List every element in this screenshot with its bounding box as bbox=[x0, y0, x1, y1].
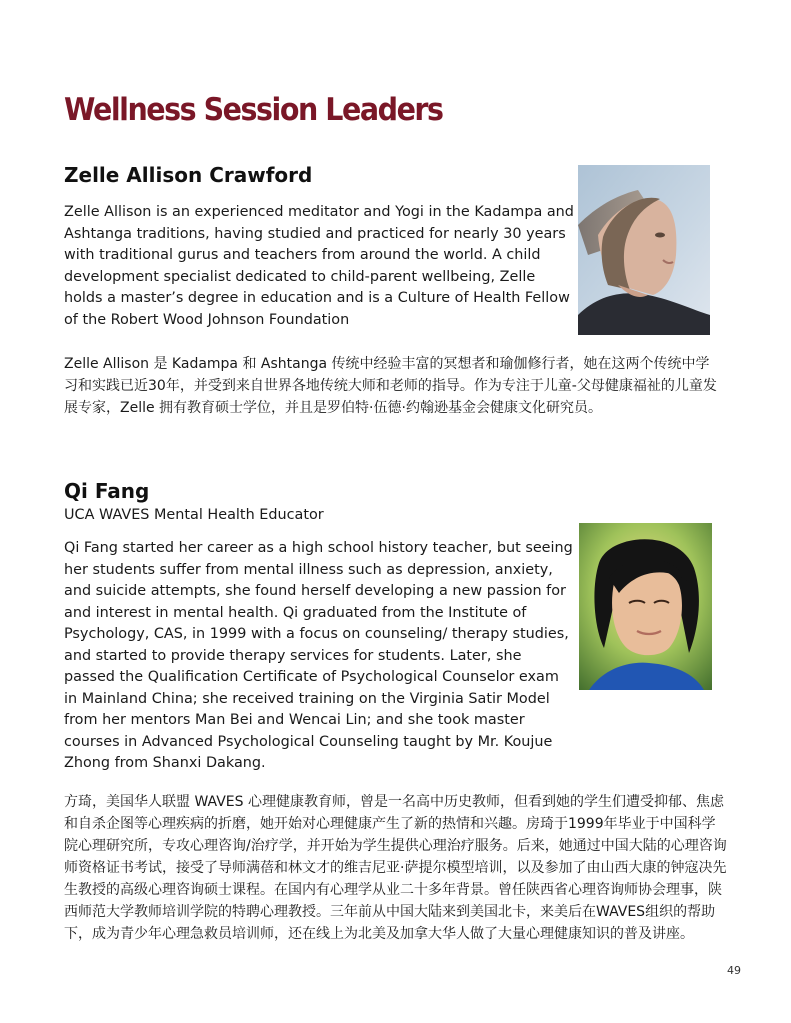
leader-name: Zelle Allison Crawford bbox=[64, 163, 313, 187]
leader-bio-english: Zelle Allison is an experienced meditator and Yogi in the Kadampa and Ashtanga traditions, having studied and practiced for nearly 30 years with traditional gurus and teachers from around the world. A child development specialist dedicated to child-parent wellbeing, Zelle holds a master’s degree in education and is a Culture of Health Fellow of the Robert Wood Johnson Foundation bbox=[64, 204, 574, 328]
page-title: Wellness Session Leaders bbox=[64, 92, 443, 128]
leader-bio-english: Qi Fang started her career as a high school history teacher, but seeing her students suffer from mental illness such as depression, anxiety, and suicide attempts, she found herself developing a new passion for and interest in mental health. Qi graduated from the Institute of Psychology, CAS, in 1999 with a focus on counseling/ therapy studies, and started to provide therapy services for students. Later, she passed the Qualification Certificate of Psychological Counselor exam in Mainland China; she received training on the Virginia Satir Model from her mentors Man Bei and Wencai Lin; and she took master courses in Advanced Psychological Counseling taught by Mr. Koujue Zhong from Shanxi Dakang. bbox=[64, 540, 573, 771]
portrait-photo-icon bbox=[579, 523, 712, 690]
leader-bio-chinese: 方琦，美国华人联盟 WAVES 心理健康教育师，曾是一名高中历史教师，但看到她的学生们遭受抑郁、焦虑和自杀企图等心理疾病的折磨，她开始对心理健康产生了新的热情和兴趣。房琦于1999年毕业于中国科学院心理研究所，专攻心理咨询/治疗学，并开始为学生提供心理治疗服务。后来，她通过中国大陆的心理咨询师资格证书考试，接受了导师满蓓和林文才的维吉尼亚·萨提尔模型培训，以及参加了由山西大康的钟寇决先生教授的高级心理咨询硕士课程。在国内有心理学从业二十多年背景。曾任陕西省心理咨询师协会理事，陕西师范大学教师培训学院的特聘心理教授。三年前从中国大陆来到美国北卡，来美后在WAVES组织的帮助下，成为青少年心理急救员培训师，还在线上为北美及加拿大华人做了大量心理健康知识的普及讲座。 bbox=[64, 794, 727, 942]
leader-role: UCA WAVES Mental Health Educator bbox=[64, 507, 324, 523]
page-number: 49 bbox=[727, 964, 741, 977]
leader-name: Qi Fang bbox=[64, 479, 150, 503]
leader-bio-chinese: Zelle Allison 是 Kadampa 和 Ashtanga 传统中经验丰富的冥想者和瑜伽修行者，她在这两个传统中学习和实践已近30年，并受到来自世界各地传统大师和老师的指导。作为专注于儿童-父母健康福祉的儿童发展专家，Zelle 拥有教育硕士学位，并且是罗伯特·伍德·约翰逊基金会健康文化研究员。 bbox=[64, 356, 717, 416]
portrait-photo-icon bbox=[578, 165, 710, 335]
